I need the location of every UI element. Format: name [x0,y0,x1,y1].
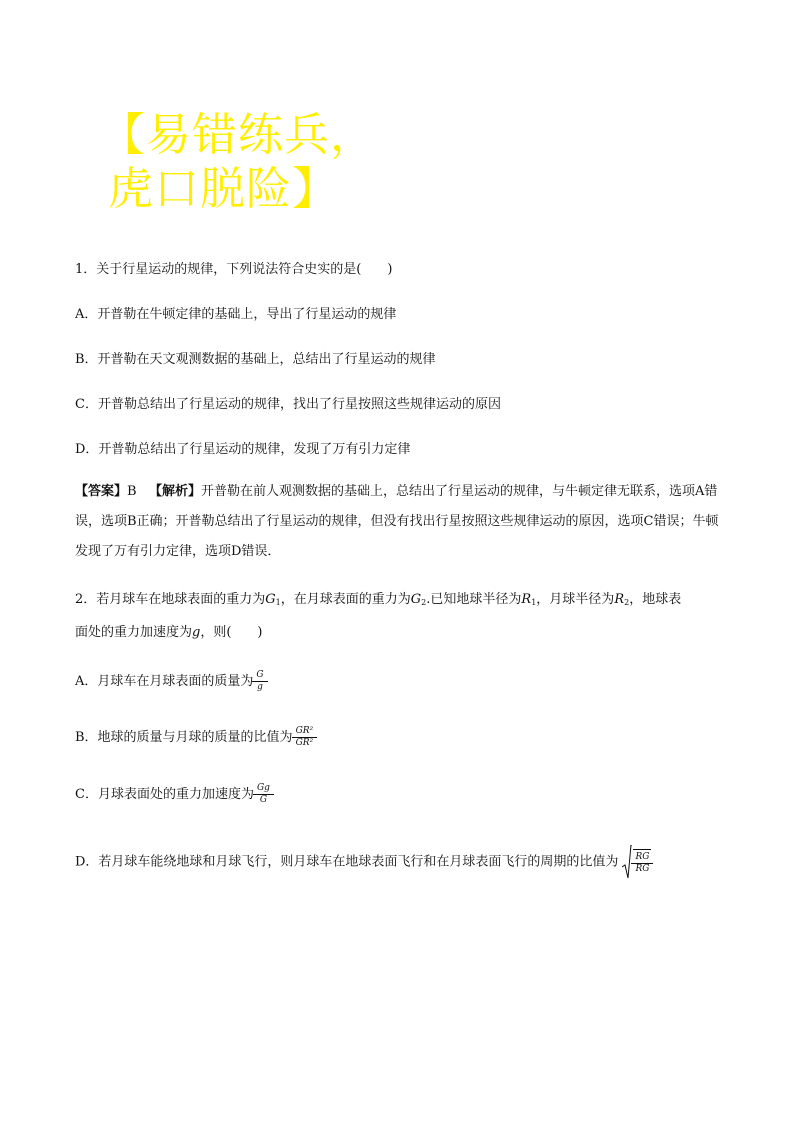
q1-option-d: D．开普勒总结出了行星运动的规律，发现了万有引力定律 [75,442,411,457]
numerator: G [256,670,264,680]
var-r2: R [614,592,625,607]
answer-tag: 【答案】 [75,484,128,499]
numerator: GR² [295,726,314,736]
var-g1-sub: 1 [275,598,281,607]
radical-sign-icon [622,845,632,879]
title-line-1: 【易错练兵， [100,108,377,161]
q2-option-c-text: C．月球表面处的重力加速度为 [75,787,254,802]
q2-option-b-text: B．地球的质量与月球的质量的比值为 [75,730,293,745]
var-r2-sub: 2 [624,598,630,607]
q1-answer-block [75,477,725,567]
fraction [254,670,265,693]
q2-stem-text: ，地球表 [629,592,682,607]
q2-option-d-text: D．若月球车能绕地球和月球飞行，则月球车在地球表面飞行和在月球表面飞行的周期的比值为 [75,854,619,870]
analysis-tag: 【解析】 [148,484,201,499]
q2-stem-text: ，在月球表面的重力为 [280,592,411,607]
fraction [633,849,651,875]
fraction [255,783,272,806]
analysis-text: 开普勒在前人观测数据的基础上，总结出了行星运动的规律，与牛顿定律无联系，选项A错误，选项B正确；开普勒总结出了行星运动的规律，但没有找出行星按照这些规律运动的原因，选项C错误；牛顿发现了万有引力定律，选项D错误． [75,484,719,559]
page-title [100,108,376,216]
denominator: RG [635,864,650,874]
q1-option-b: B．开普勒在天文观测数据的基础上，总结出了行星运动的规律 [75,352,436,367]
var-g2-sub: 2 [421,598,427,607]
q2-option-a [75,670,266,693]
denominator: g [257,682,263,692]
q2-option-b [75,726,315,749]
q2-stem-text: ，月球半径为 [536,592,615,607]
answer-value: B [127,484,137,499]
denominator: G [259,795,268,805]
var-g2: G [410,592,422,607]
q2-stem-text: ，则( ) [200,625,263,640]
q2-stem-text: .已知地球半径为 [426,592,522,607]
denominator: GR² [295,738,314,748]
q1-option-c: C．开普勒总结出了行星运动的规律，找出了行星按照这些规律运动的原因 [75,397,501,412]
var-g: g [192,625,201,640]
var-r1: R [521,592,532,607]
title-line-2: 虎口脱险】 [108,162,339,215]
q2-stem [75,585,725,648]
q2-option-c [75,783,272,806]
q1-stem: 1．关于行星运动的规律，下列说法符合史实的是( ) [75,262,393,277]
numerator: Gg [256,783,270,793]
fraction [294,726,316,749]
square-root [622,845,651,879]
numerator: RG [635,852,650,862]
q1-option-a: A．开普勒在牛顿定律的基础上，导出了行星运动的规律 [75,307,397,322]
var-g1: G [265,592,276,607]
var-r1-sub: 1 [531,598,537,607]
q2-stem-text: 2．若月球车在地球表面的重力为 [75,592,266,607]
q2-option-d [75,845,651,879]
q2-stem-text: 面处的重力加速度为 [75,625,193,640]
q2-option-a-text: A．月球车在月球表面的质量为 [75,674,254,689]
